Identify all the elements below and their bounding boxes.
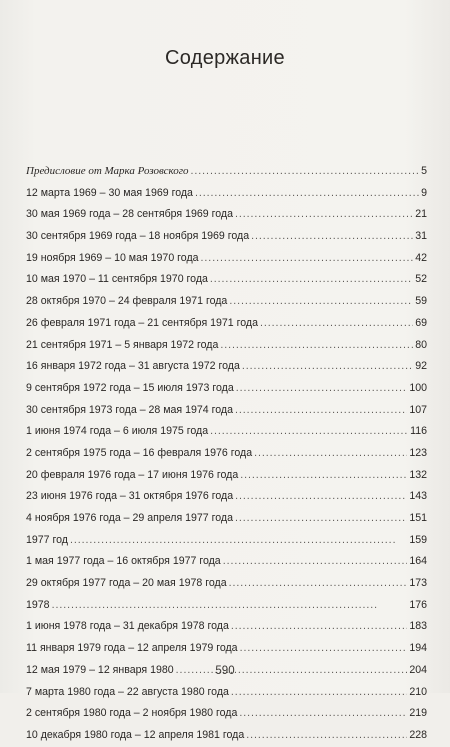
toc-entry [26,335,427,357]
dot-leader [195,183,419,205]
toc-entry-title: 26 февраля 1971 года – 21 сентября 1971 года [26,316,259,329]
toc-entry-title: 1 июня 1974 года – 6 июля 1975 года [26,425,209,438]
dot-leader [242,356,413,378]
dot-leader [254,443,407,465]
toc-entry [26,226,427,248]
dot-leader [235,400,407,422]
toc-entry [26,291,427,313]
dot-leader [191,161,420,183]
toc-entry-title: 1 июня 1978 года – 31 декабря 1978 года [26,620,229,633]
toc-entry-title: 2 сентября 1975 года – 16 февраля 1976 года [26,446,253,459]
toc-entry-page: 132 [409,468,427,481]
toc-entry [26,183,427,205]
dot-leader [240,465,407,487]
toc-entry-page: 210 [409,685,427,698]
toc-entry [26,595,427,617]
toc-entry-page: 219 [409,707,427,720]
toc-entry-title: 12 мая 1979 – 12 января 1980 [26,663,174,676]
toc-entry-page: 183 [409,620,427,633]
toc-entry-title: 9 сентября 1972 года – 15 июля 1973 года [26,381,234,394]
toc-entry-title: 4 ноября 1976 года – 29 апреля 1977 года [26,512,234,524]
dot-leader [235,204,413,226]
toc-entry-title: 12 марта 1969 – 30 мая 1969 года [26,186,193,199]
toc-entry-title: 30 мая 1969 года – 28 сентября 1969 года [26,208,233,221]
toc-entry-title: 10 декабря 1980 года – 12 апреля 1981 года [26,728,245,741]
toc-entry [26,400,427,422]
dot-leader [246,725,407,747]
toc-entry-page: 92 [415,360,427,373]
dot-leader [210,269,413,291]
toc-entry [26,356,427,378]
toc-entry-title: 10 мая 1970 – 11 сентября 1970 года [26,273,208,286]
toc-entry-title: 19 ноября 1969 – 10 мая 1970 года [26,251,199,264]
dot-leader [235,486,407,508]
toc-entry-page: 31 [415,230,427,243]
toc-entry [26,486,427,508]
toc-entry [26,443,427,465]
dot-leader [210,421,408,443]
page-title: Содержание [165,47,285,69]
toc-entry-title: Предисловие от Марка Розовского [26,165,189,177]
toc-entry-title: 1977 год [26,533,68,546]
toc-entry-title: 30 сентября 1973 года – 28 мая 1974 года [26,403,233,416]
page-number: 590 [215,665,235,677]
toc-entry-title: 28 октября 1970 – 24 февраля 1971 года [26,295,228,308]
dot-leader [251,226,413,248]
dot-leader [240,638,408,660]
dot-leader [201,248,414,270]
toc-entry-page: 159 [409,533,427,546]
toc-entry [26,204,427,226]
toc-entry-page: 107 [409,403,427,416]
toc-entry-page: 9 [421,186,427,199]
toc-entry-page: 194 [409,642,427,655]
toc-entry-page: 164 [409,555,427,568]
toc-entry-title: 1 мая 1977 года – 16 октября 1977 года [26,555,221,568]
toc-entry-page: 21 [415,208,427,221]
toc-entry-page: 228 [409,728,427,741]
toc-entry-title: 29 октября 1977 года – 20 мая 1978 года [26,577,227,590]
dot-leader [229,573,408,595]
dot-leader [229,291,413,313]
toc-entry [26,682,427,704]
toc-entry [26,161,427,183]
toc-entry-title: 1978 [26,598,50,611]
toc-entry-page: 59 [415,295,427,308]
toc-entry-page: 143 [409,490,427,503]
toc-entry-page: 100 [409,381,427,394]
toc-entry-page: 42 [415,251,427,264]
toc-entry-title: 23 июня 1976 года – 31 октября 1976 года [26,490,234,503]
table-of-contents [26,161,427,747]
toc-entry-page: 204 [409,663,427,676]
toc-entry [26,530,427,552]
toc-entry-title: 21 сентября 1971 – 5 января 1972 года [26,338,219,351]
toc-entry-title: 7 марта 1980 года – 22 августа 1980 года [26,685,229,698]
toc-entry [26,465,427,487]
toc-entry [26,725,427,747]
toc-entry-page: 80 [415,338,427,351]
dot-leader [231,682,407,704]
toc-entry-title: 16 января 1972 года – 31 августа 1972 года [26,360,240,373]
toc-entry [26,248,427,270]
toc-entry-title: 20 февраля 1976 года – 17 июня 1976 года [26,468,239,481]
toc-entry [26,616,427,638]
toc-entry [26,703,427,725]
toc-entry [26,551,427,573]
dot-leader [231,616,407,638]
dot-leader [235,508,407,530]
toc-entry [26,313,427,335]
toc-entry-page: 151 [409,512,427,524]
toc-entry [26,508,427,530]
dot-leader [220,335,413,357]
dot-leader [236,378,408,400]
toc-entry [26,638,427,660]
toc-entry-page: 5 [421,165,427,177]
toc-entry-page: 69 [415,316,427,329]
toc-entry-title: 30 сентября 1969 года – 18 ноября 1969 года [26,230,250,243]
toc-entry-page: 173 [409,577,427,590]
toc-entry [26,269,427,291]
toc-entry-page: 123 [409,446,427,459]
toc-entry [26,573,427,595]
dot-leader [70,530,407,552]
toc-entry-page: 116 [410,425,427,438]
dot-leader [260,313,413,335]
toc-entry [26,421,427,443]
toc-entry-title: 2 сентября 1980 года – 2 ноября 1980 года [26,707,238,720]
toc-entry [26,378,427,400]
dot-leader [223,551,408,573]
toc-entry-page: 52 [415,273,427,286]
toc-entry-page: 176 [409,598,427,611]
toc-entry-title: 11 января 1979 года – 12 апреля 1979 года [26,642,238,655]
dot-leader [52,595,408,617]
dot-leader [239,703,407,725]
